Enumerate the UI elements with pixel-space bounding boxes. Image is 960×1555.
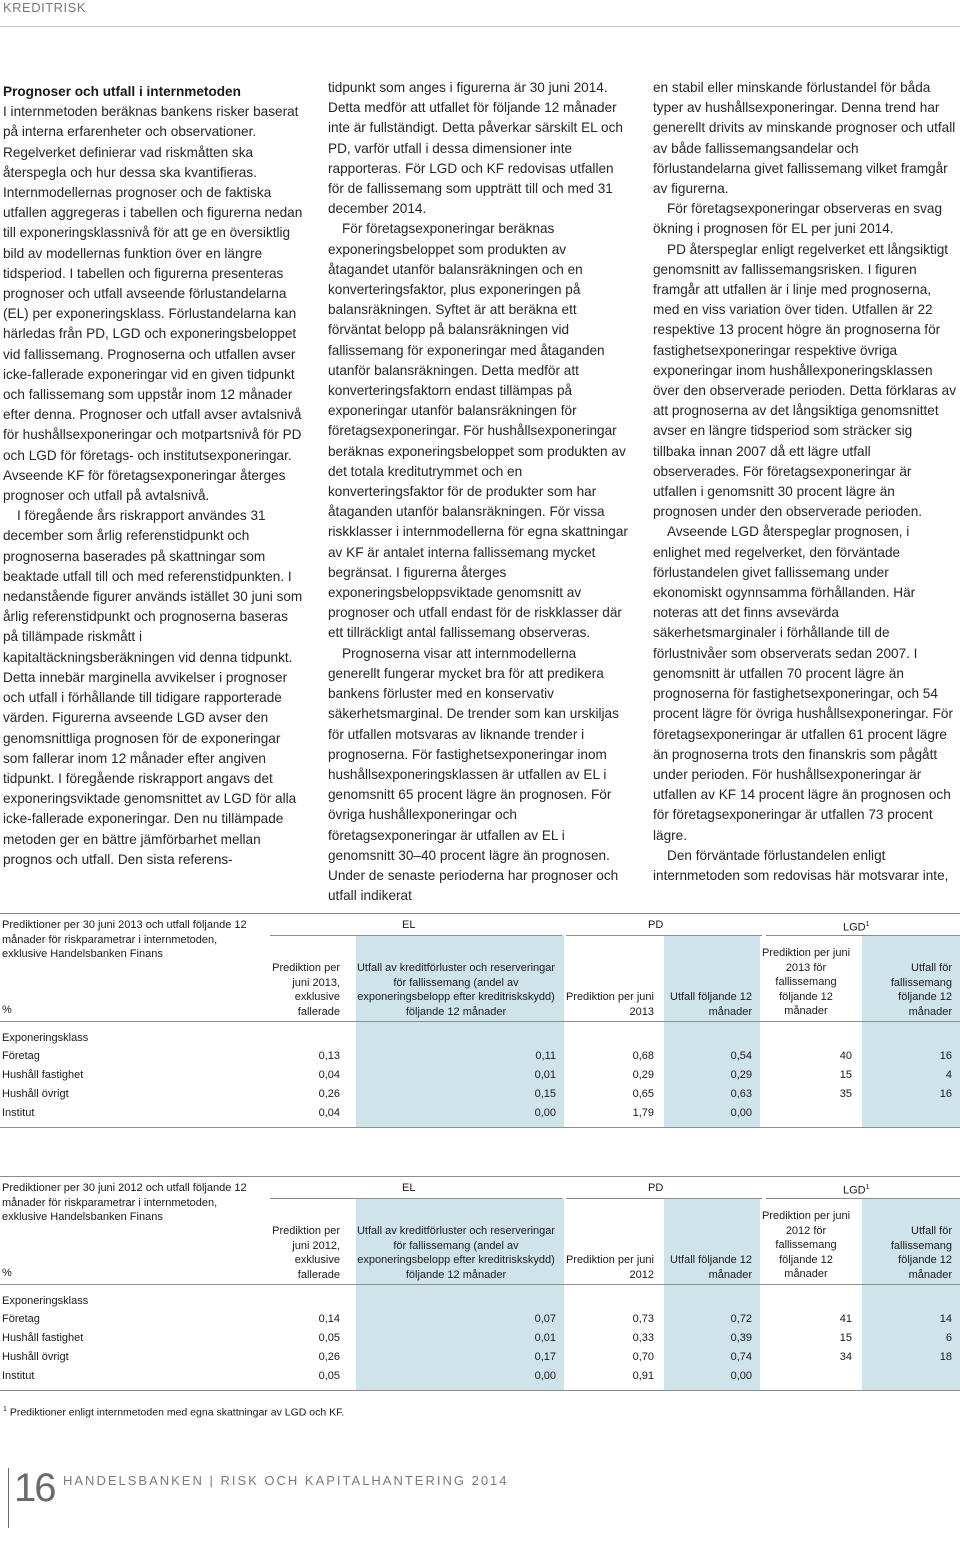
paragraph: Den förväntade förlustandelen enligt internmetoden som redovisas här motsvarar inte, xyxy=(653,847,949,883)
group-el: EL xyxy=(402,919,416,931)
cell: 0,00 xyxy=(534,1107,556,1119)
cell: 6 xyxy=(945,1332,952,1344)
table-row xyxy=(0,1047,960,1066)
paragraph: en stabil eller minskande förlustandel för båda typer av hushållsexponeringar. Denna trend har generellt drivits av minskande prognoser och utfall av både fallissemangsandelar och förlustandelarna givet fallissemang vilket framgår av figurerna. xyxy=(653,80,956,197)
paragraph: PD återspeglar enligt regelverket ett långsiktigt genomsnitt av fallissemangsrisken. I figuren framgår att utfallen är i linje med prognoserna, med en viss variation över tiden. Utfallen är 22 respektive 13 procent högre än prognoserna för fastighetsexponeringar respektive övriga exponeringar inom hushållexponeringsklassen över den observerade perioden. Detta förklaras av att prognoserna av det långsiktiga genomsnittet avser en längre tidsperiod som sträcker sig tillbaka innan 2007 då ett lägre utfall observerades. För företagsexponeringar är utfallen i genomsnitt 30 procent lägre än prognosen under den observerade perioden. xyxy=(653,241,957,520)
cell: 0,29 xyxy=(730,1069,752,1081)
row-label: Hushåll övrigt xyxy=(2,1351,69,1363)
cell: 0,74 xyxy=(730,1351,752,1363)
col-header: Utfall av kreditförluster och reserveringar för fallissemang (andel av exponeringsbelopp efter kreditriskskydd) följande 12 månader xyxy=(356,962,556,1018)
col-header: Prediktion per juni 2012 för fallissemang följande 12 månader xyxy=(761,1210,851,1281)
class-title: Exponeringsklass xyxy=(2,1295,89,1307)
col-header: Prediktion per juni 2013 xyxy=(565,991,654,1018)
table-bottom-rule xyxy=(0,1127,960,1128)
group-lgd: LGD$^1$ xyxy=(843,1184,870,1197)
cell: 35 xyxy=(839,1088,852,1100)
text-column-2 xyxy=(328,78,628,906)
cell: 0,63 xyxy=(730,1088,752,1100)
text-column-1 xyxy=(3,82,303,870)
table-row xyxy=(0,1310,960,1329)
group-pd: PD xyxy=(648,919,664,931)
page-number-rule xyxy=(8,1468,9,1528)
row-label: Företag xyxy=(2,1313,40,1325)
group-pd: PD xyxy=(648,1182,664,1194)
cell: 0,11 xyxy=(535,1050,556,1062)
group-rule-pd xyxy=(566,935,762,936)
paragraph: Avseende LGD återspeglar prognosen, i enlighet med regelverket, den förväntade förlustandelen givet fallissemang under ekonomiskt ogynnsamma förhållanden. Här noteras att det finns avsevärda säkerhetsmarginaler i förhållande till de förlustnivåer som observerats sedan 2007. I genomsnitt är utfallen 70 procent lägre än prognoserna för fastighetsexponeringar, och 54 procent lägre för övriga hushållsexponeringar. För företagsexponeringar är utfallen 61 procent lägre än prognoserna trots den finanskris som pågått under perioden. För hushållsexponeringar är utfallen av KF 14 procent lägre än prognosen och för företagsexponeringar är utfallen 73 procent lägre. xyxy=(653,524,953,843)
cell: 0,17 xyxy=(534,1351,556,1363)
cell: 18 xyxy=(939,1351,952,1363)
cell: 14 xyxy=(939,1313,952,1325)
footnote: $^1$ Prediktioner enligt internmetoden med egna skattningar av LGD och KF. xyxy=(3,1406,345,1419)
cell: 0,73 xyxy=(632,1313,654,1325)
cell: 41 xyxy=(839,1313,852,1325)
group-rule-pd xyxy=(566,1198,762,1199)
cell: 0,68 xyxy=(632,1050,654,1062)
paragraph: I föregående års riskrapport användes 31 december som årlig referenstidpunkt och prognoserna baserades på skattningar som beaktade utfall till och med referenstidpunkten. I nedanstående figurer används istället 30 juni som årlig referenstidpunkt och prognoserna baseras på tillämpade riskmått i kapitaltäckningsberäkningen vid denna tidpunkt. Detta innebär marginella avvikelser i prognoser och utfall i förhållande till tidigare rapporterade värden. Figurerna avseende LGD avser den genomsnittliga prognosen för de exponeringar som fallerar inom 12 månader efter angiven tidpunkt. I föregående riskrapport angavs det exponeringsviktade genomsnittet av LGD för alla icke-fallerade exponeringar. Den nu tillämpade metoden ger en bättre jämförbarhet mellan prognos och utfall. Den sista referens- xyxy=(3,508,303,867)
col-header: Prediktion per juni 2013 för fallissemang följande 12 månader xyxy=(761,947,851,1018)
cell: 0,39 xyxy=(730,1332,752,1344)
table-caption: Prediktioner per 30 juni 2013 och utfall följande 12 månader för riskparametrar i internmetoden, exklusive Handelsbanken Finans xyxy=(2,919,247,961)
paragraph: Prognoserna visar att internmodellerna generellt fungerar mycket bra för att predikera bankens förluster med en konservativ säkerhetsmarginal. De trender som kan urskiljas för utfallen motsvaras av liknande trender i prognoserna. För fastighetsexponeringar inom hushållsexponeringsklassen är utfallen av EL i genomsnitt 65 procent lägre än prognosen. För övriga hushållexponeringar och företagsexponeringar är utfallen av EL i genomsnitt 30–40 procent lägre än prognosen. Under de senaste perioderna har prognoser och utfall indikerat xyxy=(328,645,619,904)
text-column-3 xyxy=(653,78,956,886)
cell: 0,01 xyxy=(534,1069,556,1081)
table-caption: Prediktioner per 30 juni 2012 och utfall följande 12 månader för riskparametrar i internmetoden, exklusive Handelsbanken Finans xyxy=(2,1182,247,1224)
cell: 0,07 xyxy=(534,1313,556,1325)
col-header: Prediktion per juni 2012 xyxy=(565,1254,654,1281)
cell: 16 xyxy=(939,1050,952,1062)
header-rule xyxy=(0,1021,960,1022)
cell: 0,91 xyxy=(632,1370,654,1382)
cell: 0,00 xyxy=(730,1370,752,1382)
table-row xyxy=(0,1085,960,1104)
unit-label: % xyxy=(2,1267,12,1279)
cell: 4 xyxy=(945,1069,952,1081)
section-heading: Prognoser och utfall i internmetoden xyxy=(3,84,241,99)
cell: 0,26 xyxy=(318,1351,340,1363)
group-el: EL xyxy=(402,1182,416,1194)
cell: 0,26 xyxy=(318,1088,340,1100)
table-2012 xyxy=(0,1176,960,1391)
row-label: Hushåll övrigt xyxy=(2,1088,69,1100)
group-lgd: LGD$^1$ xyxy=(843,921,870,934)
cell: 0,14 xyxy=(318,1313,340,1325)
col-header: Prediktion per juni 2013, exklusive fallerade xyxy=(272,962,340,1018)
unit-label: % xyxy=(2,1004,12,1016)
col-header: Utfall av kreditförluster och reserveringar för fallissemang (andel av exponeringsbelopp efter kreditriskskydd) följande 12 månader xyxy=(356,1225,556,1281)
row-label: Hushåll fastighet xyxy=(2,1069,84,1081)
group-rule-lgd xyxy=(766,1198,960,1199)
group-rule-lgd xyxy=(766,935,960,936)
cell: 0,33 xyxy=(632,1332,654,1344)
row-label: Institut xyxy=(2,1370,35,1382)
col-header: Prediktion per juni 2012, exklusive fallerade xyxy=(272,1225,340,1281)
cell: 40 xyxy=(839,1050,852,1062)
cell: 0,54 xyxy=(730,1050,752,1062)
row-label: Företag xyxy=(2,1050,40,1062)
table-row xyxy=(0,1066,960,1085)
cell: 1,79 xyxy=(632,1107,654,1119)
table-top-rule xyxy=(0,1176,960,1177)
table-top-rule xyxy=(0,913,960,914)
table-row xyxy=(0,1367,960,1386)
cell: 0,05 xyxy=(318,1332,340,1344)
top-divider xyxy=(0,26,960,27)
group-rule-el xyxy=(270,1198,562,1199)
cell: 0,70 xyxy=(632,1351,654,1363)
col-header: Utfall för fallissemang följande 12 månader xyxy=(890,962,952,1018)
paragraph: För företagsexponeringar observeras en svag ökning i prognosen för EL per juni 2014. xyxy=(653,201,943,237)
table-bottom-rule xyxy=(0,1390,960,1391)
footer-title: HANDELSBANKEN | RISK OCH KAPITALHANTERING 2014 xyxy=(63,1473,509,1488)
cell: 0,00 xyxy=(534,1370,556,1382)
paragraph: tidpunkt som anges i figurerna är 30 juni 2014. Detta medför att utfallet för följande 12 månader inte är fullständigt. Detta påverkar särskilt EL och PD, varför utfall i dessa dimensioner inte rapporteras. För LGD och KF redovisas utfallen för de fallissemang som uppträtt till och med 31 december 2014. xyxy=(328,80,623,217)
cell: 0,72 xyxy=(730,1313,752,1325)
col-header: Utfall följande 12 månader xyxy=(670,991,752,1018)
cell: 0,01 xyxy=(534,1332,556,1344)
cell: 0,65 xyxy=(632,1088,654,1100)
page-number: 16 xyxy=(14,1466,55,1510)
col-header: Utfall för fallissemang följande 12 månader xyxy=(890,1225,952,1281)
cell: 34 xyxy=(839,1351,852,1363)
cell: 0,29 xyxy=(632,1069,654,1081)
cell: 15 xyxy=(839,1332,852,1344)
table-row xyxy=(0,1348,960,1367)
class-title: Exponeringsklass xyxy=(2,1032,89,1044)
col-header: Utfall följande 12 månader xyxy=(670,1254,752,1281)
group-rule-el xyxy=(270,935,562,936)
cell: 16 xyxy=(939,1088,952,1100)
row-label: Hushåll fastighet xyxy=(2,1332,84,1344)
cell: 0,04 xyxy=(318,1069,340,1081)
paragraph: För företagsexponeringar beräknas exponeringsbeloppet som produkten av åtagandet utanför balansräkningen och en konverteringsfaktor, plus exponeringen på balansräkningen. Syftet är att beräkna ett förväntat belopp på balansräkningen vid fallissemang för exponeringar med åtaganden utanför balansräkningen. Detta medför att konverteringsfaktorn endast tillämpas på exponeringar utanför balansräkningen för företagsexponeringar. För hushållsexponeringar beräknas exponeringsbeloppet som produkten av det totala kreditutrymmet och en konverteringsfaktor för de produkter som har åtaganden utanför balansräkningen. För vissa riskklasser i internmodellerna för egna skattningar av KF är antalet interna fallissemang mycket begränsat. I figurerna återges exponeringsbeloppsviktade genomsnitt av prognoser och utfall endast för de riskklasser där ett tillräckligt antal fallissemang observeras. xyxy=(328,221,628,641)
cell: 15 xyxy=(839,1069,852,1081)
row-label: Institut xyxy=(2,1107,35,1119)
paragraph: I internmetoden beräknas bankens risker baserat på interna erfarenheter och observationer. Regelverket definierar vad riskmåtten ska återspegla och hur dessa ska kvantifieras. Internmodellernas prognoser och de faktiska utfallen aggregeras i tabellen och figurerna nedan till exponeringsklassnivå för att ge en översiktlig bild av modellernas funktion över en längre tidsperiod. I tabellen och figurerna presenteras prognoser och utfall avseende förlustandelarna (EL) per exponeringsklass. Förlustandelarna kan härledas från PD, LGD och exponeringsbeloppet vid fallissemang. Prognoserna och utfallen avser icke-fallerade exponeringar vid en given tidpunkt och fallissemang som uppstår inom 12 månader efter denna. Prognoser och utfall avser avtalsnivå för hushållsexponeringar och motpartsnivå för PD och LGD för företags- och institutsexponeringar. Avseende KF för företagsexponeringar återges prognoser och utfall på avtalsnivå. xyxy=(3,104,303,504)
table-row xyxy=(0,1104,960,1123)
section-label: KREDITRISK xyxy=(3,0,87,15)
cell: 0,04 xyxy=(318,1107,340,1119)
cell: 0,13 xyxy=(318,1050,340,1062)
table-2013 xyxy=(0,913,960,1128)
header-rule xyxy=(0,1284,960,1285)
cell: 0,05 xyxy=(318,1370,340,1382)
table-row xyxy=(0,1329,960,1348)
cell: 0,15 xyxy=(534,1088,556,1100)
cell: 0,00 xyxy=(730,1107,752,1119)
